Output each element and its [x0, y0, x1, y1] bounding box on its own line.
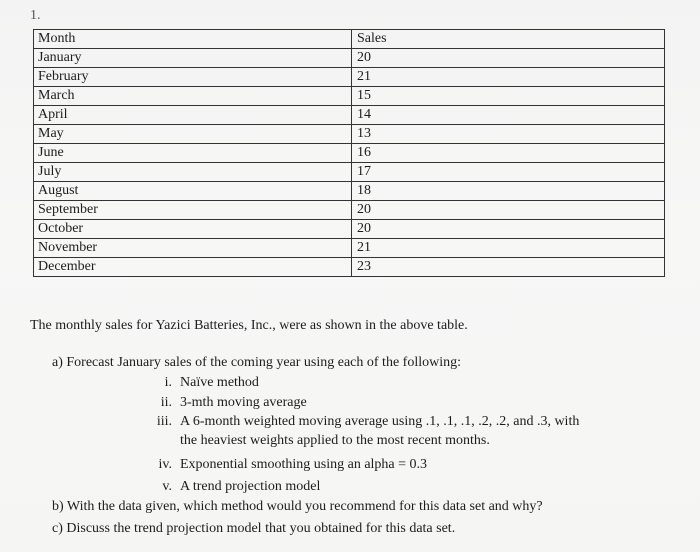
- part-a-item-iii-continued: [150, 432, 490, 450]
- sales-cell: 21: [352, 239, 665, 258]
- item-label: v.: [162, 479, 172, 494]
- table-row: [34, 163, 665, 182]
- table-row: [34, 220, 665, 239]
- month-cell: June: [34, 144, 352, 163]
- item-text: Exponential smoothing using an alpha = 0.3: [180, 457, 428, 472]
- sales-cell: 23: [352, 258, 665, 277]
- table-row: [34, 49, 665, 68]
- part-c-text: Discuss the trend projection model that you obtained for this data set.: [66, 521, 456, 536]
- table-row: [34, 201, 665, 220]
- sales-cell: 21: [352, 68, 665, 87]
- part-b: [52, 498, 543, 516]
- sales-cell: 20: [352, 201, 665, 220]
- part-a-text: Forecast January sales of the coming year using each of the following:: [66, 355, 461, 370]
- month-cell: February: [34, 68, 352, 87]
- table-header-row: [34, 30, 665, 49]
- intro-paragraph: The monthly sales for Yazici Batteries, Inc., were as shown in the above table.: [30, 318, 468, 333]
- table-row: [34, 125, 665, 144]
- item-label: i.: [164, 375, 172, 390]
- month-cell: December: [34, 258, 352, 277]
- part-a-label: a): [52, 355, 63, 370]
- part-c: [52, 520, 455, 538]
- month-cell: July: [34, 163, 352, 182]
- sales-cell: 17: [352, 163, 665, 182]
- table-row: [34, 106, 665, 125]
- item-text: A 6-month weighted moving average using .1, .1, .1, .2, .2, and .3, with: [180, 414, 580, 429]
- sales-cell: 20: [352, 220, 665, 239]
- sales-cell: 13: [352, 125, 665, 144]
- sales-cell: 18: [352, 182, 665, 201]
- item-label: iii.: [156, 414, 172, 429]
- month-cell: March: [34, 87, 352, 106]
- table-row: [34, 144, 665, 163]
- sales-cell: 20: [352, 49, 665, 68]
- column-header-sales: Sales: [352, 30, 665, 49]
- sales-table: [33, 29, 665, 277]
- item-text: A trend projection model: [180, 479, 321, 494]
- month-cell: January: [34, 49, 352, 68]
- month-cell: November: [34, 239, 352, 258]
- table-row: [34, 87, 665, 106]
- table-row: [34, 239, 665, 258]
- month-cell: May: [34, 125, 352, 144]
- table-row: [34, 258, 665, 277]
- part-a: [52, 354, 461, 372]
- item-text: 3-mth moving average: [180, 395, 307, 410]
- table-row: [34, 68, 665, 87]
- part-c-label: c): [52, 521, 63, 536]
- sales-cell: 15: [352, 87, 665, 106]
- part-a-item-iii: [150, 413, 579, 431]
- item-label: ii.: [160, 395, 172, 410]
- part-b-label: b): [52, 499, 64, 514]
- month-cell: August: [34, 182, 352, 201]
- part-a-item-iv: [150, 456, 427, 474]
- sales-cell: 14: [352, 106, 665, 125]
- column-header-month: Month: [34, 30, 352, 49]
- item-text: Naïve method: [180, 375, 259, 390]
- item-text: the heaviest weights applied to the most recent months.: [180, 433, 490, 448]
- part-a-item-i: [150, 374, 259, 392]
- table-row: [34, 182, 665, 201]
- month-cell: April: [34, 106, 352, 125]
- part-b-text: With the data given, which method would you recommend for this data set and why?: [66, 499, 543, 514]
- month-cell: October: [34, 220, 352, 239]
- item-label: iv.: [158, 457, 172, 472]
- sales-cell: 16: [352, 144, 665, 163]
- question-number: 1.: [30, 8, 41, 23]
- month-cell: September: [34, 201, 352, 220]
- part-a-item-ii: [150, 394, 307, 412]
- part-a-item-v: [150, 478, 320, 496]
